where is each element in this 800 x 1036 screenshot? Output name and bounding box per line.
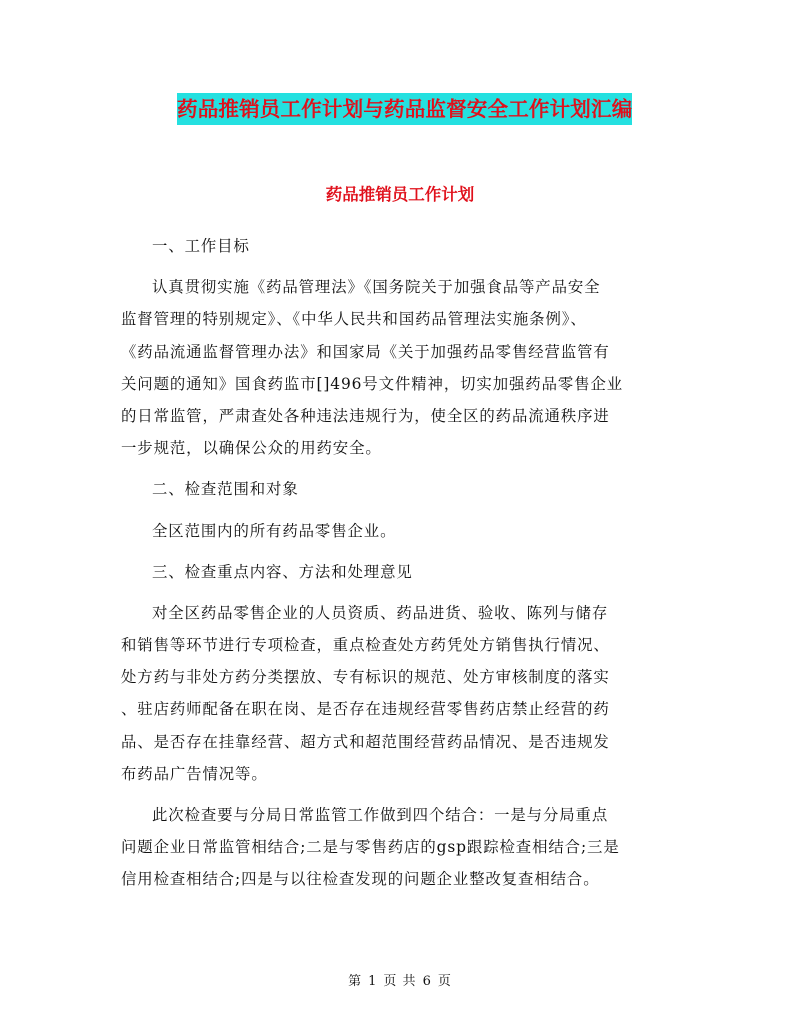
paragraph-line: 的日常监管，严肃查处各种违法违规行为，使全区的药品流通秩序进 (121, 406, 610, 425)
heading-inspection-focus: 三、检查重点内容、方法和处理意见 (152, 562, 413, 581)
paragraph-line: 处方药与非处方药分类摆放、专有标识的规范、处方审核制度的落实 (121, 668, 610, 687)
paragraph-line: 《药品流通监督管理办法》和国家局《关于加强药品零售经营监管有 (121, 342, 610, 361)
paragraph-line: 此次检查要与分局日常监管工作做到四个结合：一是与分局重点 (152, 806, 609, 824)
paragraph-line: 全区范围内的所有药品零售企业。 (152, 521, 397, 540)
paragraph-line: 关问题的通知》国食药监市[]496号文件精神，切实加强药品零售企业 (121, 374, 624, 393)
total-pages: 6 (422, 974, 432, 989)
paragraph-line: 一步规范，以确保公众的用药安全。 (121, 439, 382, 458)
footer-middle: 页 共 (383, 974, 417, 989)
paragraph-line: 布药品广告情况等。 (121, 764, 268, 783)
paragraph-line: 、驻店药师配备在职在岗、是否存在违规经营零售药店禁止经营的药 (121, 700, 610, 719)
paragraph-line: 品、是否存在挂靠经营、超方式和超范围经营药品情况、是否违规发 (121, 732, 610, 751)
paragraph-line: 监督管理的特别规定》、《中华人民共和国药品管理法实施条例》、 (121, 310, 587, 329)
footer-suffix: 页 (437, 974, 452, 989)
section-title: 药品推销员工作计划 (325, 185, 475, 204)
footer-prefix: 第 (348, 974, 363, 989)
paragraph-line: 问题企业日常监管相结合;二是与零售药店的gsp跟踪检查相结合;三是 (121, 838, 620, 857)
document-title: 药品推销员工作计划与药品监督安全工作计划汇编 (177, 93, 632, 125)
document-body (121, 230, 666, 896)
page-number: 1 (368, 974, 378, 989)
paragraph-line: 信用检查相结合;四是与以往检查发现的问题企业整改复查相结合。 (121, 870, 600, 889)
page-footer (0, 970, 800, 989)
paragraph-line: 认真贯彻实施《药品管理法》《国务院关于加强食品等产品安全 (152, 278, 601, 297)
heading-work-goal: 一、工作目标 (152, 237, 250, 255)
heading-scope: 二、检查范围和对象 (152, 480, 299, 499)
paragraph-line: 和销售等环节进行专项检查，重点检查处方药凭处方销售执行情况、 (121, 636, 610, 655)
paragraph-line: 对全区药品零售企业的人员资质、药品进货、验收、陈列与储存 (152, 603, 609, 622)
